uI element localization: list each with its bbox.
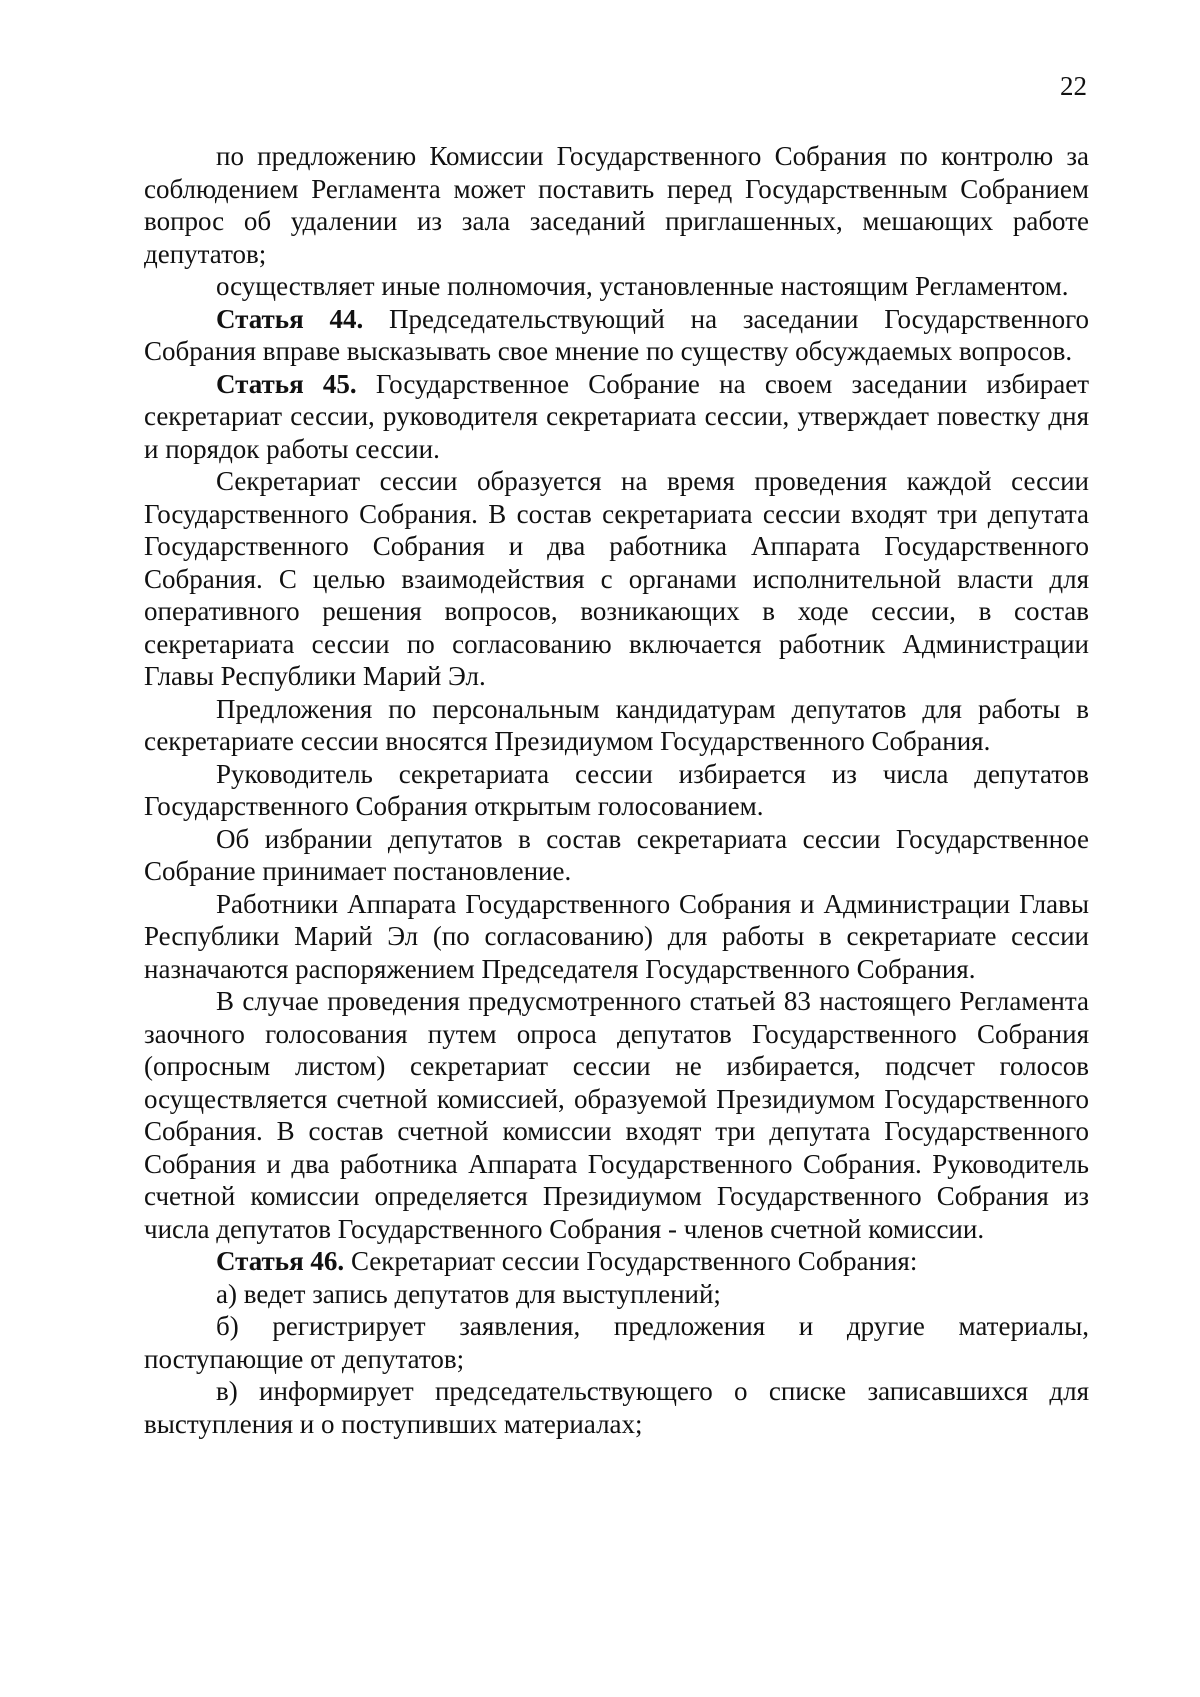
paragraph-chairman-other-powers: осуществляет иные полномочия, установленные настоящим Регламентом.	[216, 271, 1069, 301]
article-45	[144, 368, 1089, 466]
list-item-a: а) ведет запись депутатов для выступлений;	[216, 1278, 721, 1309]
article-45-heading: Статья 45.	[216, 368, 357, 399]
article-46	[144, 1245, 1089, 1278]
page-number: 22	[1060, 71, 1087, 101]
article-46-heading: Статья 46.	[216, 1246, 345, 1276]
paragraph-chairman-powers-removal: по предложению Комиссии Государственного Собрания по контролю за соблюдением Регламента может поставить перед Государственным Собранием вопрос об удалении из зала заседаний приглашенных, мешающих работе депутатов;	[144, 141, 1089, 269]
paragraph-secretariat-resolution: Об избрании депутатов в состав секретариата сессии Государственное Собрание принимает постановление.	[144, 823, 1089, 886]
article-44-text: Председательствующий на заседании Государственного Собрания вправе высказывать свое мнение по существу обсуждаемых вопросов.	[144, 303, 1089, 366]
paragraph-absentee-voting: В случае проведения предусмотренного статьей 83 настоящего Регламента заочного голосования путем опроса депутатов Государственного Собрания (опросным листом) секретариат сессии не избирается, подсчет голосов осуществляется счетной комиссией, образуемой Президиумом Государственного Собрания. В состав счетной комиссии входят три депутата Государственного Собрания и два работника Аппарата Государственного Собрания. Руководитель счетной комиссии определяется Президиумом Государственного Собрания из числа депутатов Государственного Собрания - членов счетной комиссии.	[144, 986, 1089, 1244]
article-46-text: Секретариат сессии Государственного Собрания:	[344, 1246, 918, 1276]
list-item-c: в) информирует председательствующего о списке записавшихся для выступления и о поступивших материалах;	[144, 1376, 1089, 1439]
article-45-text: Государственное Собрание на своем заседании избирает секретариат сессии, руководителя секретариата сессии, утверждает повестку дня и порядок работы сессии.	[144, 368, 1089, 464]
article-44-heading: Статья 44.	[216, 303, 364, 334]
paragraph-secretariat-staff: Работники Аппарата Государственного Собрания и Администрации Главы Республики Марий Эл (по согласованию) для работы в секретариате сессии назначаются распоряжением Председателя Государственного Собрания.	[144, 888, 1089, 984]
paragraph-secretariat-formation: Секретариат сессии образуется на время проведения каждой сессии Государственного Собрания. В состав секретариата сессии входят три депутата Государственного Собрания и два работника Аппарата Государственного Собрания. С целью взаимодействия с органами исполнительной власти для оперативного решения вопросов, возникающих в ходе сессии, в состав секретариата сессии по согласованию включается работник Администрации Главы Республики Марий Эл.	[144, 466, 1089, 691]
paragraph-secretariat-head: Руководитель секретариата сессии избирается из числа депутатов Государственного Собрания открытым голосованием.	[144, 758, 1089, 821]
paragraph-secretariat-candidates: Предложения по персональным кандидатурам депутатов для работы в секретариате сессии вносятся Президиумом Государственного Собрания.	[144, 693, 1089, 756]
document-body	[144, 140, 1089, 1440]
article-44	[144, 303, 1089, 368]
list-item-b: б) регистрирует заявления, предложения и другие материалы, поступающие от депутатов;	[144, 1311, 1089, 1374]
